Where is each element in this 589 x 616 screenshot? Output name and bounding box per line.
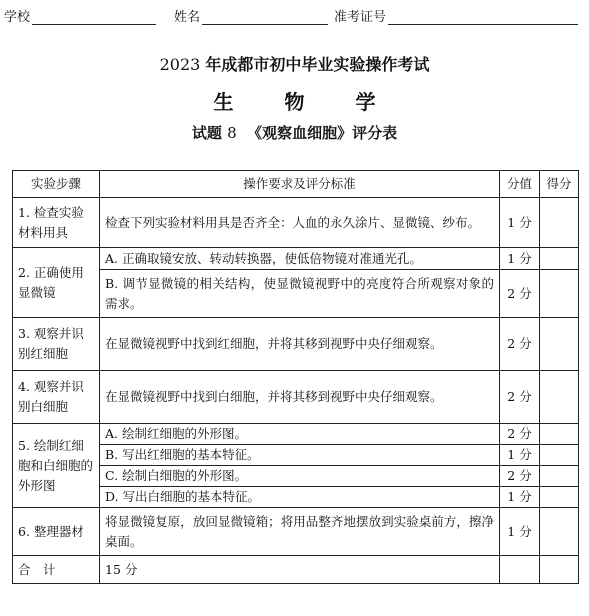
- points-cell: 2 分: [500, 318, 540, 371]
- exam-id-field: [334, 6, 578, 25]
- exam-title: [0, 52, 589, 75]
- score-input-cell[interactable]: [540, 508, 579, 556]
- points-cell: 1 分: [500, 198, 540, 248]
- requirement-cell: B. 调节显微镜的相关结构，使显微镜视野中的亮度符合所观察对象的需求。: [100, 270, 500, 318]
- score-input-cell[interactable]: [540, 270, 579, 318]
- name-blank-line[interactable]: [202, 9, 328, 25]
- score-input-cell[interactable]: [540, 466, 579, 487]
- table-row: [13, 318, 579, 371]
- score-input-cell[interactable]: [540, 487, 579, 508]
- exam-name: 年成都市初中毕业实验操作考试: [205, 55, 430, 74]
- requirement-cell: A. 正确取镜安放、转动转换器，使低倍物镜对准通光孔。: [100, 248, 500, 270]
- table-row: [13, 248, 579, 270]
- requirement-cell: 在显微镜视野中找到红细胞，并将其移到视野中央仔细观察。: [100, 318, 500, 371]
- exam-year: 2023: [159, 55, 201, 74]
- points-cell: 1 分: [500, 445, 540, 466]
- candidate-info-fields: [4, 6, 584, 26]
- header-score: 得分: [540, 171, 579, 198]
- requirement-cell: B. 写出红细胞的基本特征。: [100, 445, 500, 466]
- total-label: 合 计: [13, 556, 100, 584]
- test-number: 8: [227, 124, 237, 142]
- header-points: 分值: [500, 171, 540, 198]
- table-row: [13, 198, 579, 248]
- points-cell: 2 分: [500, 466, 540, 487]
- requirement-cell: 在显微镜视野中找到白细胞，并将其移到视野中央仔细观察。: [100, 371, 500, 424]
- total-points-cell: [500, 556, 540, 584]
- score-input-cell[interactable]: [540, 198, 579, 248]
- score-input-cell[interactable]: [540, 424, 579, 445]
- header-requirements: 操作要求及评分标准: [100, 171, 500, 198]
- exam-id-label: 准考证号: [334, 10, 387, 25]
- total-score-input-cell[interactable]: [540, 556, 579, 584]
- name-field: [174, 6, 328, 25]
- table-header-row: [13, 171, 579, 198]
- score-input-cell[interactable]: [540, 248, 579, 270]
- points-cell: 1 分: [500, 487, 540, 508]
- school-label: 学校: [4, 10, 31, 25]
- points-cell: 1 分: [500, 248, 540, 270]
- header-step: 实验步骤: [13, 171, 100, 198]
- points-cell: 2 分: [500, 371, 540, 424]
- total-row: [13, 556, 579, 584]
- step-cell: 2. 正确使用显微镜: [13, 248, 100, 318]
- step-cell: 3. 观察并识别红细胞: [13, 318, 100, 371]
- table-row: [13, 424, 579, 445]
- step-cell: 5. 绘制红细胞和白细胞的外形图: [13, 424, 100, 508]
- requirement-cell: 检查下列实验材料用具是否齐全：人血的永久涂片、显微镜、纱布。: [100, 198, 500, 248]
- table-row: [13, 508, 579, 556]
- step-cell: 6. 整理器材: [13, 508, 100, 556]
- subject-title: 生 物 学: [213, 90, 398, 114]
- test-name: 《观察血细胞》评分表: [247, 124, 398, 142]
- table-row: [13, 371, 579, 424]
- step-cell: 1. 检查实验材料用具: [13, 198, 100, 248]
- requirement-cell: C. 绘制白细胞的外形图。: [100, 466, 500, 487]
- points-cell: 1 分: [500, 508, 540, 556]
- score-input-cell[interactable]: [540, 371, 579, 424]
- test-title: [0, 122, 589, 143]
- requirement-cell: D. 写出白细胞的基本特征。: [100, 487, 500, 508]
- step-cell: 4. 观察并识别白细胞: [13, 371, 100, 424]
- name-label: 姓名: [174, 10, 201, 25]
- requirement-cell: A. 绘制红细胞的外形图。: [100, 424, 500, 445]
- school-blank-line[interactable]: [32, 9, 156, 25]
- score-input-cell[interactable]: [540, 445, 579, 466]
- exam-id-blank-line[interactable]: [388, 9, 578, 25]
- points-cell: 2 分: [500, 270, 540, 318]
- score-input-cell[interactable]: [540, 318, 579, 371]
- points-cell: 2 分: [500, 424, 540, 445]
- score-table: [12, 170, 579, 584]
- requirement-cell: 将显微镜复原，放回显微镜箱；将用品整齐地摆放到实验桌前方，擦净桌面。: [100, 508, 500, 556]
- school-field: [4, 6, 156, 25]
- total-value: 15 分: [100, 556, 500, 584]
- test-prefix: 试题: [191, 124, 222, 142]
